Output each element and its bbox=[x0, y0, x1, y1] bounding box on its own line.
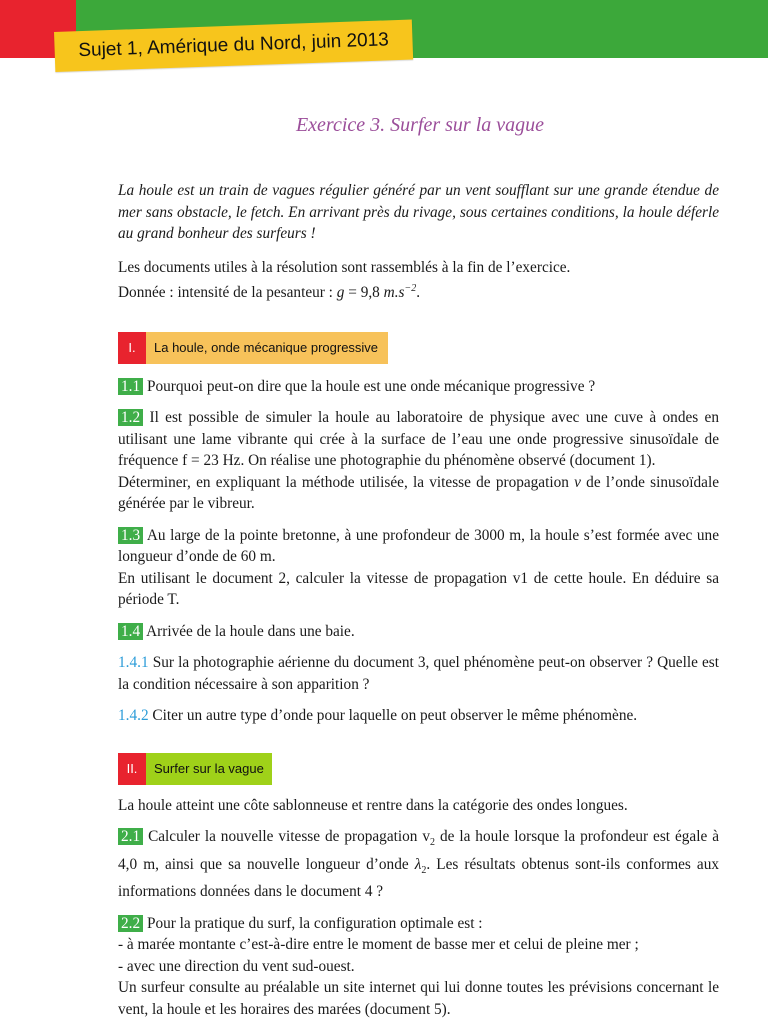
question-text-1-4-1: Sur la photographie aérienne du document 3, quel phénomène peut-on observer ? Quelle est la condition nécessaire à son apparition ? bbox=[118, 654, 719, 693]
section-2-number: II. bbox=[118, 753, 146, 785]
question-text-1-1: Pourquoi peut-on dire que la houle est une onde mécanique progressive ? bbox=[146, 377, 596, 395]
given-data bbox=[118, 278, 719, 304]
question-text-2-1b: de la houle lorsque la profondeur est égale à 4,0 m, ainsi que sa nouvelle longueur d’onde bbox=[118, 828, 719, 873]
question-2-2-line4: Un surfeur consulte au préalable un site internet qui lui donne toutes les prévisions concernant le vent, la houle et les horaires des marées (document 5). bbox=[118, 979, 719, 1018]
subscript-lambda2: 2 bbox=[421, 864, 427, 876]
question-text-2-1c: . Les résultats obtenus sont-ils conformes aux informations données dans le document 4 ? bbox=[118, 855, 719, 901]
section-1-number: I. bbox=[118, 332, 146, 364]
question-number-1-3: 1.3 bbox=[118, 527, 143, 544]
question-text-1-2a: Il est possible de simuler la houle au laboratoire de physique avec une cuve à ondes en utilisant une lame vibrante qui crée à la surface de l’eau une onde progressive sinusoïdale de fréquence f = 23 Hz. On réalise une photographie du phénomène observé (document 1). bbox=[118, 409, 719, 470]
section-1-title: La houle, onde mécanique progressive bbox=[146, 332, 388, 364]
formula-g: g bbox=[336, 284, 345, 302]
question-1-4-1 bbox=[118, 652, 719, 695]
exercise-title: Exercice 3. Surfer sur la vague bbox=[295, 114, 545, 136]
formula-value: = 9,8 bbox=[344, 284, 384, 302]
question-2-2-line2: - à marée montante c’est-à-dire entre le moment de basse mer et celui de pleine mer ; bbox=[118, 936, 639, 954]
question-2-1 bbox=[118, 826, 719, 903]
formula-unit: m.s bbox=[383, 284, 405, 302]
question-1-4-2 bbox=[118, 705, 719, 727]
section-1-header bbox=[118, 332, 719, 364]
question-1-2-continued bbox=[118, 472, 719, 515]
question-text-1-4: Arrivée de la houle dans une baie. bbox=[146, 622, 355, 640]
subscript-v2: 2 bbox=[430, 837, 435, 849]
question-number-1-4-1: 1.4.1 bbox=[118, 654, 149, 672]
intro-paragraph: La houle est un train de vagues régulier généré par un vent soufflant sur une grande étendue de mer sans obstacle, le fetch. En arrivant près du rivage, sous certaines conditions, la houle déferle au grand bonheur des surfeurs ! bbox=[118, 182, 719, 242]
question-2-2 bbox=[118, 913, 719, 935]
question-1-4 bbox=[118, 621, 719, 643]
question-1-1 bbox=[118, 376, 719, 398]
question-number-1-1: 1.1 bbox=[118, 378, 143, 395]
section-2-title: Surfer sur la vague bbox=[146, 753, 272, 785]
section-2-intro: La houle atteint une côte sablonneuse et rentre dans la catégorie des ondes longues. bbox=[118, 796, 628, 814]
question-text-2-1a: Calculer la nouvelle vitesse de propagation v bbox=[148, 828, 430, 846]
exercise-content bbox=[118, 180, 719, 1020]
question-text-1-4-2: Citer un autre type d’onde pour laquelle on peut observer le même phénomène. bbox=[152, 707, 638, 725]
question-number-1-2: 1.2 bbox=[118, 409, 143, 426]
question-1-2 bbox=[118, 407, 719, 472]
question-text-1-2c: de l’onde sinusoïdale générée par le vibreur. bbox=[118, 473, 719, 513]
subject-label: Sujet 1, Amérique du Nord, juin 2013 bbox=[54, 20, 413, 72]
question-2-2-line3: - avec une direction du vent sud-ouest. bbox=[118, 957, 355, 975]
documents-note: Les documents utiles à la résolution sont rassemblés à la fin de l’exercice. bbox=[118, 258, 571, 276]
formula-period: . bbox=[416, 284, 421, 302]
formula-exponent: −2 bbox=[404, 283, 417, 294]
question-text-1-2b: Déterminer, en expliquant la méthode utilisée, la vitesse de propagation bbox=[118, 473, 575, 491]
question-text-2-2-line1: Pour la pratique du surf, la configuration optimale est : bbox=[146, 914, 483, 932]
question-number-2-1: 2.1 bbox=[118, 828, 143, 845]
question-1-3 bbox=[118, 525, 719, 568]
question-text-1-3a: Au large de la pointe bretonne, à une profondeur de 3000 m, la houle s’est formée avec une longueur d’onde de 60 m. bbox=[118, 526, 719, 566]
question-number-2-2: 2.2 bbox=[118, 915, 143, 932]
lambda-symbol: λ bbox=[414, 855, 422, 873]
section-2-header bbox=[118, 753, 719, 785]
question-1-3-continued: En utilisant le document 2, calculer la vitesse de propagation v1 de cette houle. En déduire sa période T. bbox=[118, 569, 719, 609]
velocity-symbol: v bbox=[574, 473, 581, 491]
given-data-label: Donnée : intensité de la pesanteur : bbox=[118, 284, 337, 302]
question-number-1-4-2: 1.4.2 bbox=[118, 707, 149, 725]
question-number-1-4: 1.4 bbox=[118, 623, 143, 640]
